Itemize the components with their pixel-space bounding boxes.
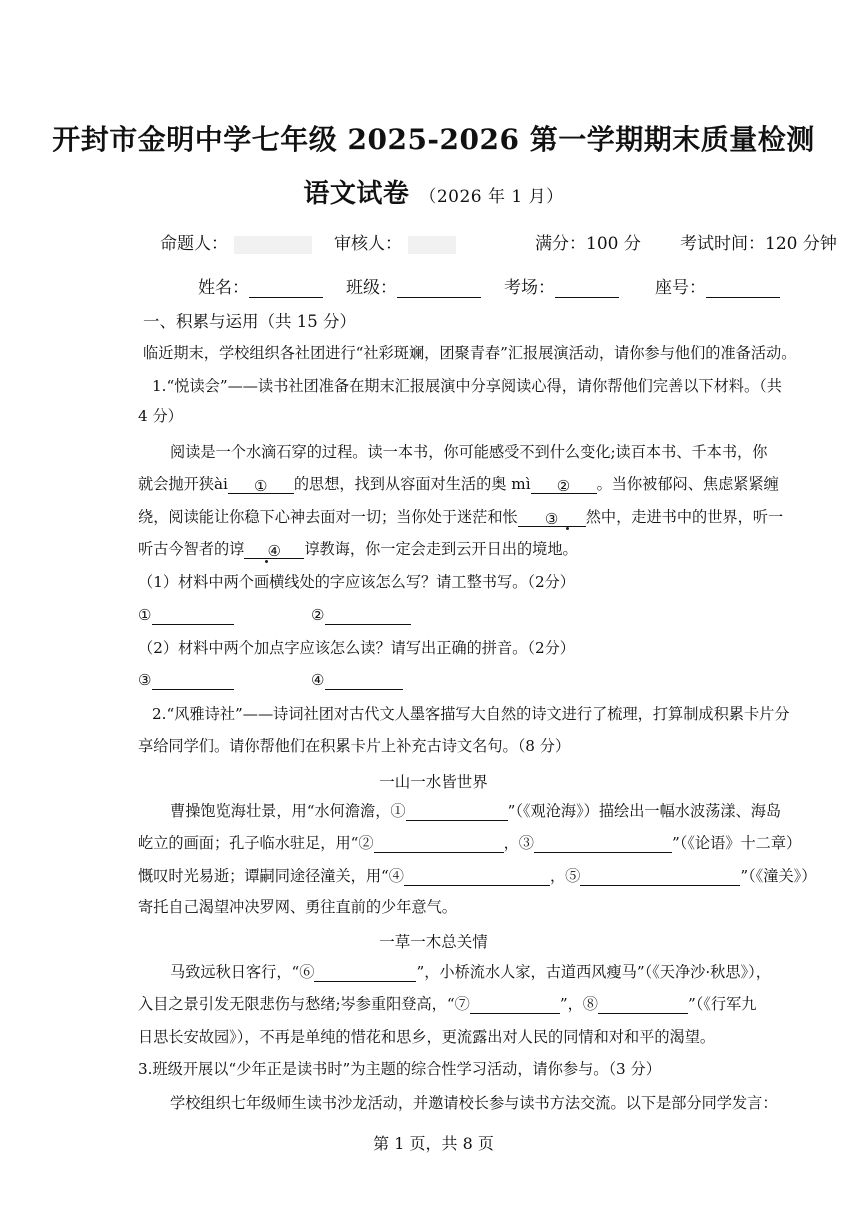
answer-3 [138, 670, 234, 690]
reviewer-redacted [408, 236, 456, 254]
name-input-line[interactable] [249, 279, 323, 298]
section-heading: 一、积累与运用（共 15 分） [143, 312, 356, 331]
poem-blank-7[interactable] [470, 996, 560, 1014]
poem-blank-2[interactable] [374, 835, 504, 853]
card1-line2 [138, 833, 801, 853]
exam-subtitle [0, 173, 867, 210]
author-redacted [234, 236, 312, 254]
q3-para: 学校组织七年级师生读书沙龙活动，并邀请校长参与读书方法交流。以下是部分同学发言： [170, 1094, 778, 1112]
answer-2 [311, 605, 411, 625]
text: 就会抛开狭ài [138, 475, 228, 493]
card2-line2 [138, 994, 756, 1014]
author-field [160, 229, 312, 254]
poem-blank-8[interactable] [598, 996, 688, 1014]
exam-title: 开封市金明中学七年级 2025-2026 第一学期期末质量检测 [52, 123, 815, 156]
text: ”（《潼关》） [740, 867, 817, 885]
reviewer-label: 审核人： [334, 234, 402, 254]
text: 谆教诲，你一定会走到云开日出的境地。 [304, 540, 578, 558]
answer-1 [138, 605, 234, 625]
emphasis-dot [265, 560, 268, 563]
poem-blank-3[interactable] [534, 835, 672, 853]
text: ，⑤ [549, 867, 581, 885]
text: 。当你被郁闷、焦虑紧紧缠 [596, 475, 779, 493]
text: 马致远秋日客行，“⑥ [170, 963, 315, 981]
marker: ③ [544, 510, 559, 528]
card1-line3 [138, 866, 816, 886]
class-label: 班级： [346, 278, 397, 298]
text: 屹立的画面；孔子临水驻足，用“② [138, 834, 374, 852]
author-label: 命题人： [160, 234, 228, 254]
marker: ④ [267, 542, 282, 560]
seat-input-line[interactable] [706, 279, 780, 298]
q1-sub2: （2）材料中两个加点字应该怎么读？请写出正确的拼音。（2分） [138, 639, 575, 657]
text: ”（《行军九 [687, 995, 757, 1013]
emphasis-dot [566, 527, 569, 530]
q1-sub1: （1）材料中两个画横线处的字应该怎么写？请工整书写。（2分） [138, 573, 575, 591]
text: ，③ [503, 834, 534, 852]
card2-line1 [170, 962, 771, 982]
q3-title: 3.班级开展以“少年正是读书时”为主题的综合性学习活动，请你参与。（3 分） [138, 1060, 661, 1078]
poem-blank-4[interactable] [404, 868, 550, 886]
text: 慨叹时光易逝；谭嗣同途径潼关，用“④ [138, 867, 404, 885]
answer-4-line[interactable] [325, 672, 403, 690]
marker: ④ [311, 671, 325, 689]
card1-title: 一山一水皆世界 [379, 773, 488, 791]
page-footer: 第 1 页，共 8 页 [373, 1134, 494, 1153]
card1-line1 [170, 801, 781, 821]
room-label: 考场： [504, 278, 555, 298]
exam-date: （2026 年 1 月） [419, 187, 564, 207]
answer-2-line[interactable] [325, 607, 411, 625]
poem-blank-1[interactable] [406, 803, 508, 821]
marker: ① [138, 606, 152, 624]
name-label: 姓名： [198, 278, 249, 298]
text: 然中，走进书中的世界，听一 [585, 508, 784, 526]
q2-title-cont: 享给同学们。请你帮他们在积累卡片上补充古诗文名句。（8 分） [138, 737, 571, 755]
text: ”，小桥流水人家，古道西风瘦马”（《天净沙·秋思》）， [416, 963, 771, 981]
q1-title-cont: 4 分） [138, 407, 183, 425]
q1-para-line2 [138, 474, 779, 494]
text: ”，⑧ [559, 995, 598, 1013]
poem-blank-6[interactable] [314, 964, 416, 982]
answer-1-line[interactable] [152, 607, 234, 625]
text: 听古今智者的谆 [138, 540, 245, 558]
text: ”（《论语》十二章） [671, 834, 802, 852]
reviewer-field [334, 229, 456, 254]
class-field [346, 273, 481, 298]
q1-title: 1.“悦读会”——读书社团准备在期末汇报展演中分享阅读心得，请你帮他们完善以下材料。（共 [152, 377, 782, 395]
card2-line3: 日思长安故园》），不再是单纯的惜花和思乡，更流露出对人民的同情和对和平的渴望。 [138, 1028, 716, 1046]
answer-4 [311, 670, 403, 690]
marker: ② [556, 477, 571, 495]
text: 的思想，找到从容面对生活的奥 mì [293, 475, 531, 493]
q1-para-line4 [138, 539, 578, 559]
marker: ③ [138, 671, 152, 689]
class-input-line[interactable] [397, 279, 481, 298]
exam-time: 考试时间：120 分钟 [680, 234, 837, 254]
blank-1[interactable] [228, 476, 294, 494]
marker: ① [254, 477, 268, 495]
poem-blank-5[interactable] [580, 868, 740, 886]
blank-3[interactable] [518, 509, 586, 527]
subject-title: 语文试卷 [303, 179, 410, 209]
q2-title: 2.“风雅诗社”——诗词社团对古代文人墨客描写大自然的诗文进行了梳理，打算制成积累卡片分 [152, 705, 790, 723]
text: ”（《观沧海》）描绘出一幅水波荡漾、海岛 [507, 802, 782, 820]
room-input-line[interactable] [555, 279, 619, 298]
answer-3-line[interactable] [152, 672, 234, 690]
name-field [198, 273, 323, 298]
q1-para-line3 [138, 507, 783, 527]
text: 入目之景引发无限悲伤与愁绪;岑参重阳登高，“⑦ [138, 995, 470, 1013]
card1-line4: 寄托自己渴望冲决罗网、勇往直前的少年意气。 [138, 898, 457, 916]
marker: ② [311, 606, 325, 624]
full-score: 满分：100 分 [535, 234, 641, 254]
room-field [504, 273, 619, 298]
text: 曹操饱览海壮景，用“水何澹澹，① [170, 802, 406, 820]
q1-para-line1: 阅读是一个水滴石穿的过程。读一本书，你可能感受不到什么变化;读百本书、千本书，你 [170, 443, 768, 461]
blank-2[interactable] [531, 476, 597, 494]
blank-4[interactable] [244, 541, 304, 559]
seat-field [655, 273, 780, 298]
seat-label: 座号： [655, 278, 706, 298]
text: 绕，阅读能让你稳下心神去面对一切；当你处于迷茫和怅 [138, 508, 518, 526]
section-intro: 临近期末，学校组织各社团进行“社彩斑斓，团聚青春”汇报展演活动，请你参与他们的准备活动。 [143, 344, 797, 362]
card2-title: 一草一木总关情 [379, 933, 488, 951]
